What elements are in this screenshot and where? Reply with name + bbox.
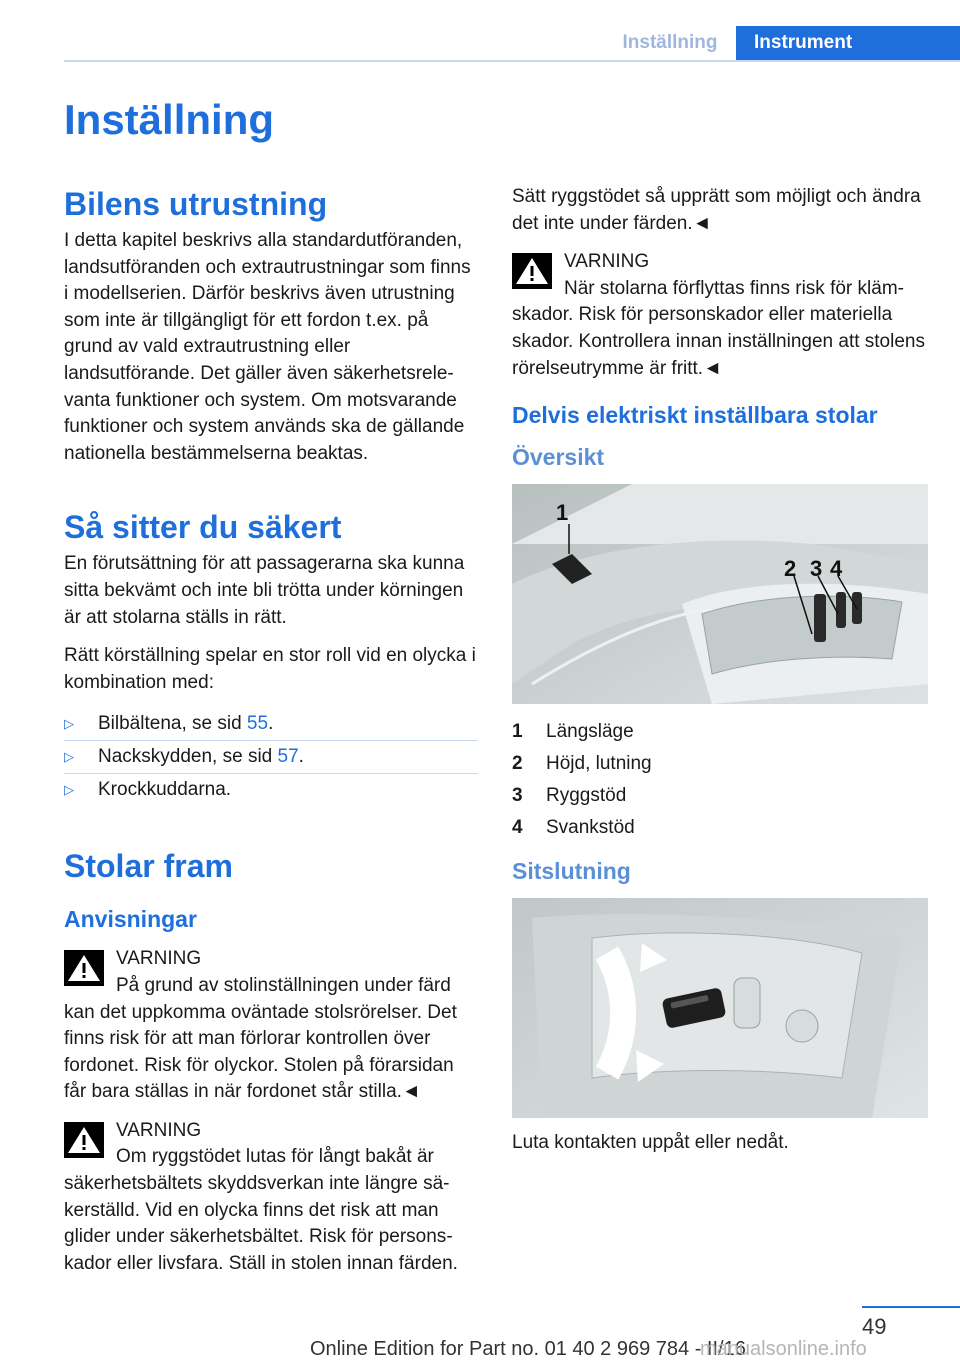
header-divider xyxy=(64,60,960,62)
legend-number: 3 xyxy=(512,785,523,807)
legend-text: Höjd, lutning xyxy=(546,753,652,775)
list-item-text: Bilbältena, se sid xyxy=(98,713,247,735)
page-title: Inställning xyxy=(64,96,274,143)
warning-block-1 xyxy=(64,946,478,1106)
section-title-sit-safely: Så sitter du säkert xyxy=(64,509,342,546)
warning-triangle-icon xyxy=(64,950,104,986)
backrest-paragraph: Sätt ryggstödet så upprätt som möjligt och ändra det inte under färden.◄ xyxy=(512,186,921,234)
list-item xyxy=(64,740,478,773)
subsection-title-instructions: Anvisningar xyxy=(64,906,197,933)
list-item xyxy=(64,708,478,740)
legend-item xyxy=(512,716,926,748)
seat-tilt-figure xyxy=(512,898,928,1118)
legend-number: 1 xyxy=(512,721,523,743)
list-item-text: Nackskydden, se sid xyxy=(98,746,278,768)
legend-number: 4 xyxy=(512,817,523,839)
list-item-text: Krockkuddarna. xyxy=(98,779,232,801)
triangle-bullet-icon: ▷ xyxy=(64,716,74,732)
seat-tilt-illustration xyxy=(512,898,928,1118)
seat-tilt-paragraph: Luta kontakten uppåt eller nedåt. xyxy=(512,1132,789,1154)
page-link[interactable]: 57 xyxy=(277,746,299,768)
legend-text: Svankstöd xyxy=(546,817,635,839)
control-legend xyxy=(512,716,926,844)
section-title-front-seats: Stolar fram xyxy=(64,848,233,885)
section-title-electric-seats: Delvis elektriskt inställbara stolar xyxy=(512,402,878,429)
seat-controls-illustration xyxy=(512,484,928,704)
list-item xyxy=(64,773,478,806)
callout-2: 2 xyxy=(784,556,797,582)
subsection-title-overview: Översikt xyxy=(512,444,605,471)
legend-item xyxy=(512,748,926,780)
warning-text: På grund av stolinställningen under färd kan det uppkomma oväntade stolsrörelser. Det finns risk för att man förlorar kontrollen över fordonet. Risk för olyckor. Stolen på förarsidan får bara ställas in när fordonet står stilla.◄ xyxy=(64,974,457,1103)
triangle-bullet-icon: ▷ xyxy=(64,782,74,798)
tab-instrument[interactable]: Instrument xyxy=(736,26,960,60)
equipment-paragraph: I detta kapitel beskrivs alla standardutföranden, landsutföranden och extrautrustningar som finns i modellserien. Därför beskrivs även utrustning som inte är tillgängligt för ett fordon t.ex. på grund av vald extrautrustning eller landsutförande. Det gäller även säkerhetsrelevanta funktioner och system. Om motsvarande funktioner och system används ska de gällande nationella bestämmelserna beaktas. xyxy=(64,230,471,464)
callout-3: 3 xyxy=(810,556,823,582)
watermark: manualsonline.info xyxy=(700,1338,867,1360)
warning-triangle-icon xyxy=(64,1122,104,1158)
left-column xyxy=(64,184,478,1289)
seat-controls-figure xyxy=(512,484,928,704)
page-link[interactable]: 55 xyxy=(246,713,269,735)
warning-label: VARNING xyxy=(564,251,650,273)
warning-text: Om ryggstödet lutas för långt bakåt är säkerhetsbältets skyddsverkan inte längre säkerställd. Vid en olycka finns det risk att man glider under säkerhetsbältet. Risk för personskador eller livsfara. Ställ in stolen innan färden. xyxy=(64,1146,458,1274)
edition-text: Online Edition for Part no. 01 40 2 969 784 - II/16 xyxy=(310,1338,746,1360)
legend-item xyxy=(512,780,926,812)
safety-list xyxy=(64,708,478,806)
list-item-suffix: . xyxy=(268,713,274,735)
callout-1: 1 xyxy=(556,500,569,526)
callout-4: 4 xyxy=(830,556,843,582)
warning-label: VARNING xyxy=(116,1119,202,1141)
footer-divider xyxy=(862,1306,960,1308)
triangle-bullet-icon: ▷ xyxy=(64,749,74,765)
warning-label: VARNING xyxy=(116,948,202,970)
page-number: 49 xyxy=(862,1314,887,1339)
list-item-suffix: . xyxy=(298,746,304,768)
tab-installning[interactable]: Inställning xyxy=(622,32,718,53)
sit-safely-paragraph-1: En förutsättning för att passagerarna ska kunna sitta bekvämt och inte bli trötta under körningen är att stolarna ställs in rätt. xyxy=(64,553,465,628)
legend-text: Längsläge xyxy=(546,721,634,743)
warning-block-2 xyxy=(64,1118,478,1278)
legend-item xyxy=(512,812,926,844)
subsection-title-seat-tilt: Sitslutning xyxy=(512,858,631,885)
header-nav xyxy=(606,26,960,60)
section-title-equipment: Bilens utrustning xyxy=(64,186,328,222)
right-column xyxy=(512,184,926,1169)
warning-block-3 xyxy=(512,249,926,382)
warning-triangle-icon xyxy=(512,253,552,289)
warning-text: När stolarna förflyttas finns risk för klämskador. Risk för personskador eller materiella skador. Kontrollera innan inställningen att stolens rörelseutrymme är fritt.◄ xyxy=(512,277,925,379)
legend-number: 2 xyxy=(512,753,523,775)
legend-text: Ryggstöd xyxy=(546,785,627,807)
sit-safely-paragraph-2: Rätt körställning spelar en stor roll vid en olycka i kombination med: xyxy=(64,645,476,693)
